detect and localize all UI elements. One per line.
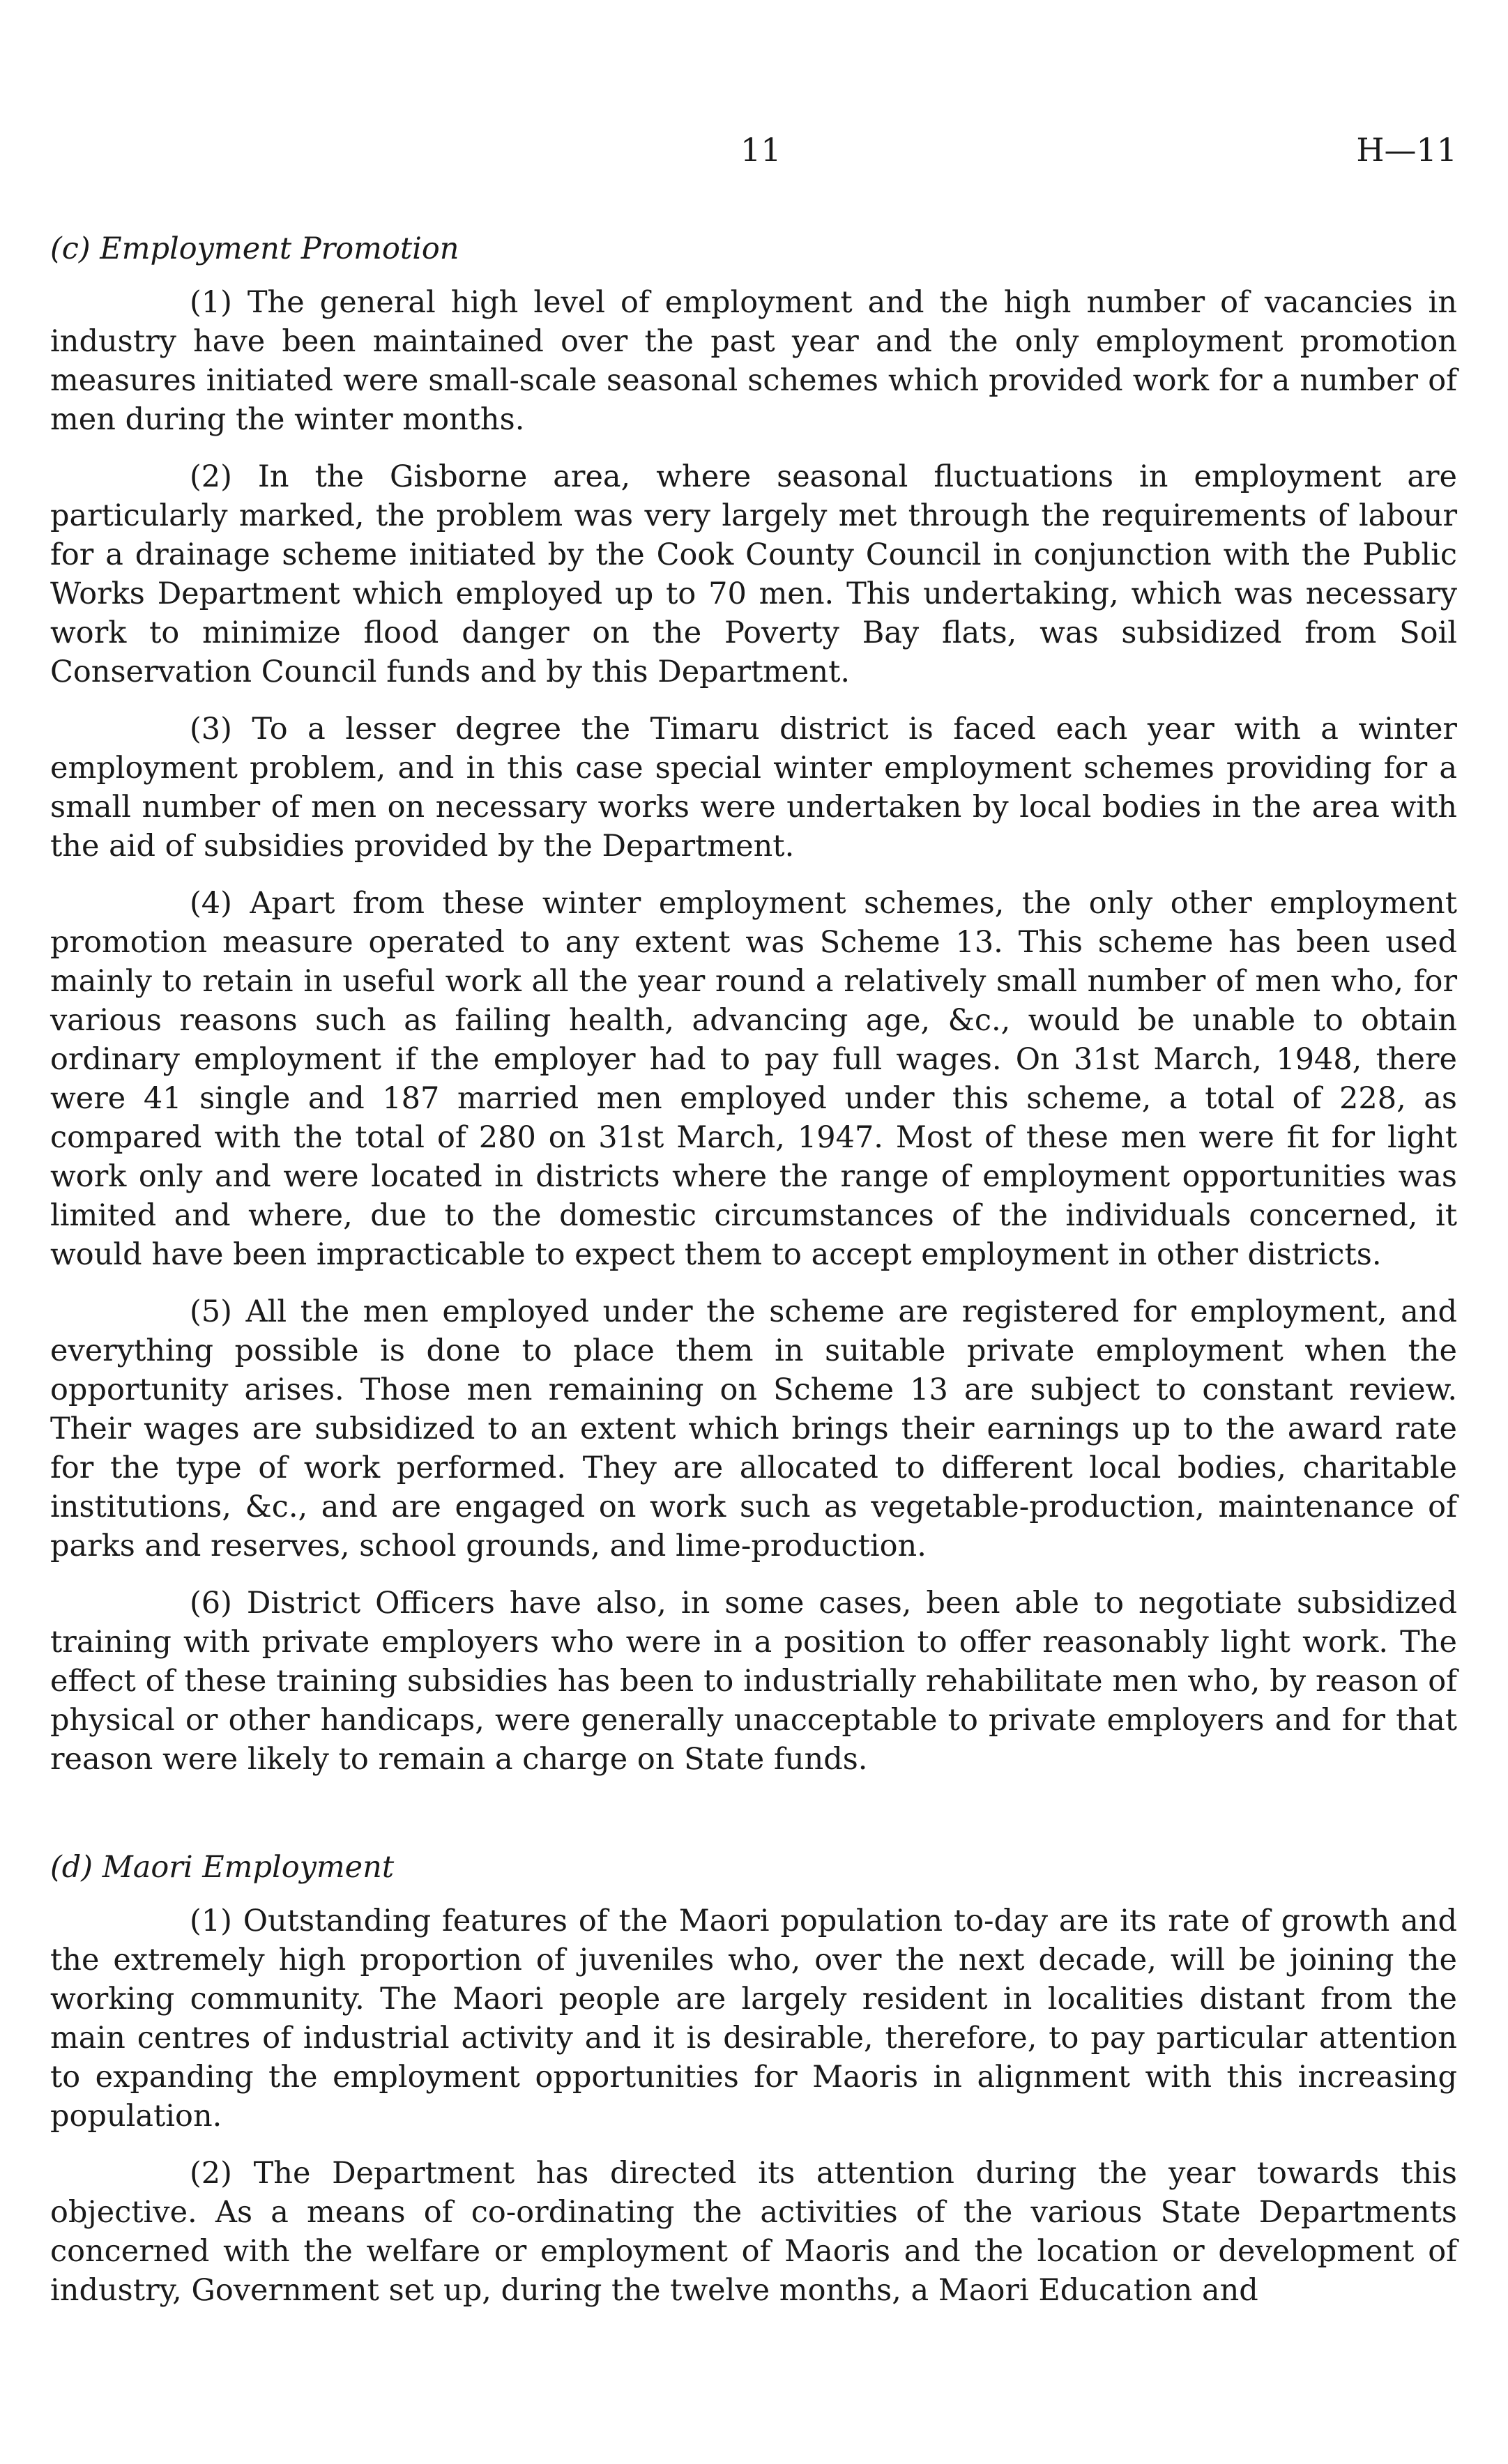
paragraph: (2) In the Gisborne area, where seasonal fluctuations in employment are particularly marked, the problem was very largely met through the requirements of labour for a drainage scheme initiated by the Cook County Council in conjunction with the Public Works Department which employed up to 70 men. This undertaking, which was necessary work to minimize flood danger on the Poverty Bay flats, was subsidized from Soil Conservation Council funds and by this Department. <box>50 459 1457 689</box>
page-header <box>50 131 1457 187</box>
paragraph: (4) Apart from these winter employment schemes, the only other employment promotion measure operated to any extent was Scheme 13. This scheme has been used mainly to retain in useful work all the year round a relatively small number of men who, for various reasons such as failing health, advancing age, &c., would be unable to obtain ordinary employment if the employer had to pay full wages. On 31st March, 1948, there were 41 single and 187 married men employed under this scheme, a total of 228, as compared with the total of 280 on 31st March, 1947. Most of these men were fit for light work only and were located in districts where the range of employment opportunities was limited and where, due to the domestic circumstances of the individuals concerned, it would have been impracticable to expect them to accept employment in other districts. <box>50 885 1457 1272</box>
paragraph: (1) The general high level of employment and the high number of vacancies in industry have been maintained over the past year and the only employment promotion measures initiated were small-scale seasonal schemes which provided work for a number of men during the winter months. <box>50 284 1457 437</box>
paragraph: (1) Outstanding features of the Maori population to-day are its rate of growth and the extremely high proportion of juveniles who, over the next decade, will be joining the working community. The Maori people are largely resident in localities distant from the main centres of industrial activity and it is desirable, therefore, to pay particular attention to expanding the employment opportunities for Maoris in alignment with this increasing population. <box>50 1903 1457 2134</box>
section-employment-promotion <box>50 230 1457 1779</box>
paragraph: (3) To a lesser degree the Timaru district is faced each year with a winter employment problem, and in this case special winter employment schemes providing for a small number of men on necessary works were undertaken by local bodies in the area with the aid of subsidies provided by the Department. <box>50 711 1457 864</box>
section-heading: (c) Employment Promotion <box>50 231 459 266</box>
paragraph: (6) District Officers have also, in some cases, been able to negotiate subsidized training with private employers who were in a position to offer reasonably light work. The effect of these training subsidies has been to industrially rehabilitate men who, by reason of physical or other handicaps, were generally unacceptable to private employers and for that reason were likely to remain a charge on State funds. <box>50 1585 1457 1777</box>
paragraph: (2) The Department has directed its attention during the year towards this objective. As a means of co-ordinating the activities of the various State Departments concerned with the welfare or employment of Maoris and the location or development of industry, Government set up, during the twelve months, a Maori Education and <box>50 2155 1457 2308</box>
page-number: 11 <box>740 131 782 169</box>
document-reference: H—11 <box>1356 131 1457 169</box>
section-heading: (d) Maori Employment <box>50 1849 395 1885</box>
section-maori-employment <box>50 1849 1457 2310</box>
document-body <box>50 230 1457 2328</box>
paragraph: (5) All the men employed under the scheme are registered for employment, and everything possible is done to place them in suitable private employment when the opportunity arises. Those men remaining on Scheme 13 are subject to constant review. Their wages are subsidized to an extent which brings their earnings up to the award rate for the type of work performed. They are allocated to different local bodies, charitable institutions, &c., and are engaged on work such as vegetable-production, maintenance of parks and reserves, school grounds, and lime-production. <box>50 1294 1457 1563</box>
